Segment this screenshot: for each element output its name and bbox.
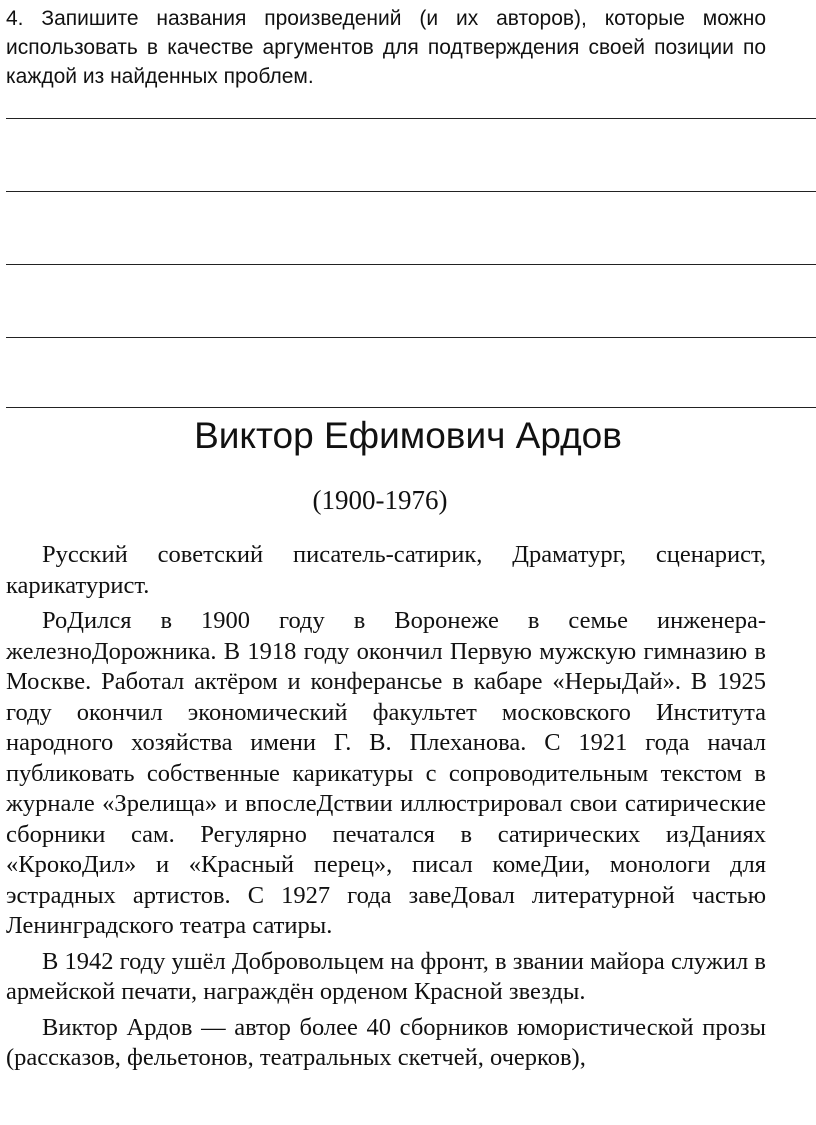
biography-paragraph: В 1942 году ушёл Добровольцем на фронт, в звании майора служил в армейской печати, награждён орденом Красной звезды. — [6, 947, 766, 1005]
biography-text — [6, 540, 766, 1079]
answer-line — [6, 264, 816, 265]
biography-paragraph: Русский советский писатель-сатирик, Драматург, сценарист, карикатурист. — [6, 541, 766, 599]
biography-title: Виктор Ефимович Ардов — [194, 415, 622, 456]
answer-line — [6, 191, 816, 192]
biography-paragraph: РоДился в 1900 году в Воронеже в семье инженера-железноДорожника. В 1918 году окончил Первую мужскую гимназию в Москве. Работал актёром и конферансье в кабаре «НерыДай». В 1925 году окончил экономический факультет московского Института народного хозяйства имени Г. В. Плеханова. С 1921 года начал публиковать собственные карикатуры с сопроводительным текстом в журнале «Зрелища» и впослеДствии иллюстрировал свои сатирические сборники сам. Регулярно печатался в сатирических изДаниях «КрокоДил» и «Красный перец», писал комеДии, монологи для эстрадных артистов. С 1927 года завеДовал литературной частью Ленинградского театра сатиры. — [6, 607, 766, 939]
biography-years: (1900-1976) — [312, 485, 448, 515]
answer-line — [6, 337, 816, 338]
biography-paragraph: Виктор Ардов — автор более 40 сборников юмористической прозы (рассказов, фельетонов, театральных скетчей, очерков), — [6, 1013, 766, 1071]
answer-line — [6, 118, 816, 119]
task-instruction: 4. Запишите названия произведений (и их авторов), которые можно использовать в качестве аргументов для подтверждения своей позиции по каждой из найденных проблем. — [6, 7, 766, 88]
answer-line — [6, 407, 816, 408]
